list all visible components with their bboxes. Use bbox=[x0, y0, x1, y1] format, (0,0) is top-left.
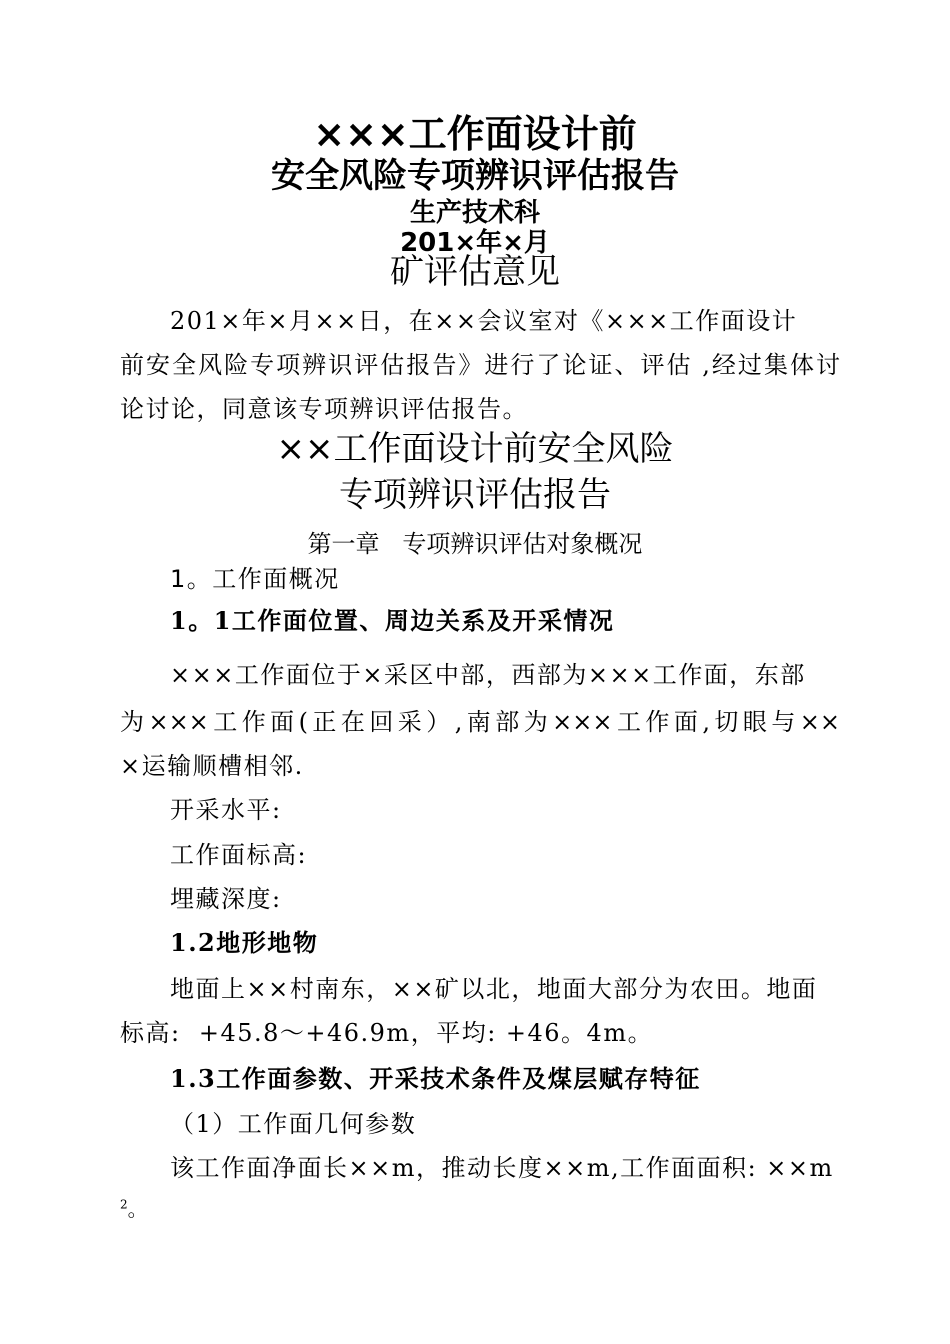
section-1-heading: 1。工作面概况 bbox=[170, 565, 340, 593]
section-1-1-heading: 1。1工作面位置、周边关系及开采情况 bbox=[170, 606, 615, 635]
area-unit-tail: 。 bbox=[127, 1197, 148, 1221]
section-1-3-line1: 该工作面净面长××m，推动长度××m,工作面面积: ××m bbox=[170, 1154, 834, 1182]
section-1-2-line1: 地面上××村南东，××矿以北，地面大部分为农田。地面 bbox=[170, 975, 818, 1003]
section-1-1-line2: 为×××工作面(正在回采）,南部为×××工作面,切眼与×× bbox=[120, 708, 840, 736]
report-title-line2: 专项辨识评估报告 bbox=[339, 475, 611, 515]
section-1-1-line3: ×运输顺槽相邻. bbox=[120, 752, 304, 780]
chapter-heading: 第一章 专项辨识评估对象概况 bbox=[307, 530, 643, 558]
section-1-3-heading: 1.3工作面参数、开采技术条件及煤层赋存特征 bbox=[170, 1064, 701, 1093]
cover-title-line1: ×××工作面设计前 bbox=[313, 112, 637, 156]
opinion-para-line2: 前安全风险专项辨识评估报告》进行了论证、评估 ,经过集体讨 bbox=[120, 351, 840, 379]
opinion-heading: 矿评估意见 bbox=[390, 252, 560, 292]
section-1-2-line2: 标高: +45.8～+46.9m，平均: +46。4m。 bbox=[120, 1019, 654, 1047]
cover-date: 201×年×月 bbox=[400, 228, 550, 258]
field-mining-level: 开采水平: bbox=[170, 796, 282, 824]
report-title-line1: ××工作面设计前安全风险 bbox=[276, 429, 674, 469]
section-1-3-subheading: （1）工作面几何参数 bbox=[170, 1110, 417, 1138]
field-face-elevation: 工作面标高: bbox=[170, 841, 308, 869]
opinion-para-line1: 201×年×月××日，在××会议室对《×××工作面设计 bbox=[170, 307, 798, 335]
cover-title-line2: 安全风险专项辨识评估报告 bbox=[271, 156, 679, 196]
superscript-2: 2 bbox=[120, 1197, 128, 1212]
cover-department: 生产技术科 bbox=[409, 198, 540, 228]
section-1-2-heading: 1.2地形地物 bbox=[170, 928, 319, 957]
section-1-1-line1: ×××工作面位于×采区中部，西部为×××工作面，东部 bbox=[170, 661, 806, 689]
opinion-para-line3: 论讨论，同意该专项辨识评估报告。 bbox=[120, 395, 528, 423]
section-1-3-area-unit bbox=[120, 1198, 148, 1220]
field-burial-depth: 埋藏深度: bbox=[170, 885, 282, 913]
